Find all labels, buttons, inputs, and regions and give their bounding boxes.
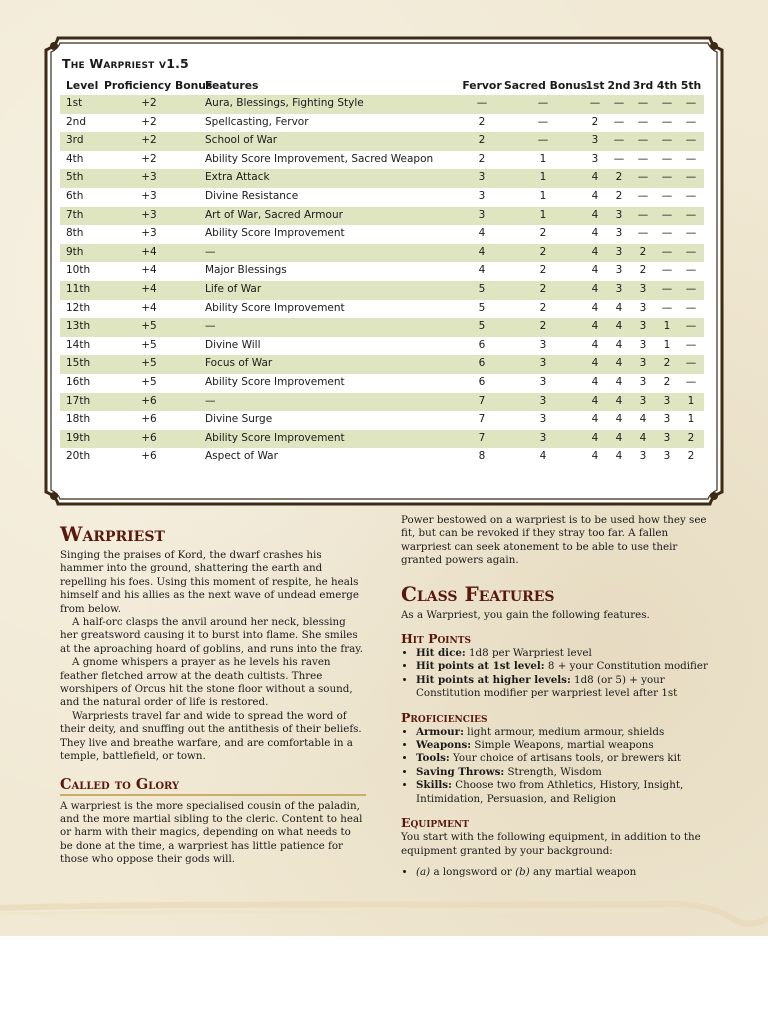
warpriest-table	[60, 77, 704, 467]
cell-level: 5th	[66, 171, 84, 184]
cell-proficiency: +5	[141, 375, 157, 388]
cell-features: —	[205, 394, 216, 407]
cell-slot-5th: —	[685, 227, 697, 240]
table-row	[60, 114, 704, 133]
table-row	[60, 281, 704, 300]
cell-slot-3rd: 4	[639, 413, 647, 426]
cell-level: 11th	[66, 282, 91, 295]
cell-slot-3rd: 3	[639, 450, 647, 463]
table-row	[60, 151, 704, 170]
cell-sacred-bonus: 3	[539, 431, 547, 444]
cell-fervor: 6	[478, 357, 486, 370]
cell-slot-4th: —	[661, 208, 673, 221]
cell-slot-1st: 4	[591, 282, 599, 295]
cell-fervor: 7	[478, 431, 486, 444]
cell-proficiency: +2	[141, 115, 157, 128]
cell-level: 20th	[66, 450, 91, 463]
cell-sacred-bonus: 3	[539, 375, 547, 388]
header-sacred-bonus: Sacred Bonus	[504, 79, 588, 92]
cell-slot-5th: 1	[687, 413, 695, 426]
cell-level: 10th	[66, 264, 91, 277]
cell-proficiency: +6	[141, 450, 157, 463]
cell-slot-3rd: 3	[639, 320, 647, 333]
cell-level: 13th	[66, 320, 91, 333]
cell-sacred-bonus: 2	[539, 264, 547, 277]
cell-slot-4th: 1	[663, 338, 671, 351]
cell-slot-1st: 4	[591, 413, 599, 426]
cell-slot-4th: —	[661, 97, 673, 109]
table-row	[60, 95, 704, 114]
cell-slot-3rd: —	[637, 115, 649, 128]
cell-sacred-bonus: 4	[539, 450, 547, 463]
cell-slot-5th: 2	[687, 431, 695, 444]
table-row	[60, 374, 704, 393]
cell-slot-4th: —	[661, 301, 673, 314]
cell-features: Ability Score Improvement	[205, 227, 345, 240]
header-fervor: Fervor	[462, 79, 502, 92]
table-row	[60, 448, 704, 467]
table-row	[60, 262, 704, 281]
heading-equipment: Equipment	[401, 815, 469, 831]
cell-slot-2nd: —	[613, 115, 625, 128]
intro-paragraph-2: A half-orc clasps the anvil around her neck, blessing her greatsword causing it to burst into flame. She smiles at the aproaching hoard of goblins, and runs into the fray.	[60, 616, 363, 655]
cell-features: Ability Score Improvement	[205, 301, 345, 314]
cell-level: 17th	[66, 394, 91, 407]
header-level: Level	[66, 79, 99, 92]
cell-fervor: 7	[478, 394, 486, 407]
cell-slot-3rd: —	[637, 97, 649, 109]
table-header-row	[60, 77, 704, 95]
cell-sacred-bonus: 2	[539, 320, 547, 333]
cell-slot-2nd: 2	[615, 189, 623, 202]
cell-slot-1st: 4	[591, 171, 599, 184]
cell-slot-3rd: 3	[639, 394, 647, 407]
cell-proficiency: +6	[141, 394, 157, 407]
cell-proficiency: +4	[141, 282, 157, 295]
list-item: • (a) a longsword or (b) any martial weapon	[416, 866, 711, 879]
table-row	[60, 207, 704, 226]
cell-slot-1st: 4	[591, 320, 599, 333]
cell-proficiency: +3	[141, 227, 157, 240]
cell-slot-5th: —	[685, 375, 697, 388]
cell-proficiency: +3	[141, 189, 157, 202]
cell-slot-2nd: 4	[615, 375, 623, 388]
glory-paragraph: A warpriest is the more specialised cousin of the paladin, and the more martial sibling to the cleric. Content to heal or harm with their magics, depending on what needs to be done at the time, a warpriest has little patience for those who oppose their gods will.	[60, 799, 363, 866]
cell-fervor: 4	[478, 227, 486, 240]
cell-slot-1st: 4	[591, 357, 599, 370]
cell-slot-4th: —	[661, 227, 673, 240]
cell-level: 9th	[66, 245, 84, 258]
cell-level: 15th	[66, 357, 91, 370]
cell-slot-4th: —	[661, 189, 673, 202]
cell-sacred-bonus: 1	[539, 152, 547, 165]
cell-slot-1st: 4	[591, 245, 599, 258]
table-row	[60, 318, 704, 337]
heading-class-features: Class Features	[401, 581, 555, 606]
cell-slot-2nd: 3	[615, 245, 623, 258]
cell-features: Major Blessings	[205, 264, 287, 277]
cell-features: Art of War, Sacred Armour	[205, 208, 343, 221]
cell-slot-1st: 3	[591, 134, 599, 147]
cell-slot-1st: 4	[591, 208, 599, 221]
cell-sacred-bonus: 2	[539, 301, 547, 314]
cell-proficiency: +6	[141, 431, 157, 444]
cell-sacred-bonus: 1	[539, 189, 547, 202]
cell-slot-2nd: 4	[615, 338, 623, 351]
intro-paragraph-3: A gnome whispers a prayer as he levels his raven feather fletched arrow at the death cultists. Three worshipers of Orcus hit the stone floor without a sound, and the natural order of life is restored.	[60, 656, 353, 709]
cell-sacred-bonus: 2	[539, 227, 547, 240]
cell-features: —	[205, 320, 216, 333]
list-item: • Tools: Your choice of artisans tools, or brewers kit	[416, 752, 711, 765]
cell-slot-4th: —	[661, 282, 673, 295]
cell-level: 14th	[66, 338, 91, 351]
cell-slot-4th: 2	[663, 375, 671, 388]
cell-slot-5th: —	[685, 208, 697, 221]
cell-features: Ability Score Improvement	[205, 431, 345, 444]
cell-sacred-bonus: 3	[539, 357, 547, 370]
cell-sacred-bonus: —	[537, 134, 549, 147]
cell-slot-2nd: 4	[615, 431, 623, 444]
cell-slot-3rd: 3	[639, 301, 647, 314]
cell-slot-4th: —	[661, 152, 673, 165]
cell-slot-4th: —	[661, 115, 673, 128]
cell-slot-3rd: 2	[639, 264, 647, 277]
cell-fervor: 8	[478, 450, 486, 463]
header-slot-1st: 1st	[585, 79, 605, 92]
cell-slot-2nd: 4	[615, 301, 623, 314]
cell-proficiency: +2	[141, 152, 157, 165]
cell-slot-2nd: 4	[615, 413, 623, 426]
cell-slot-3rd: —	[637, 208, 649, 221]
list-item: • Hit dice: 1d8 per Warpriest level	[416, 647, 711, 660]
heading-proficiencies: Proficiencies	[401, 709, 488, 725]
cell-fervor: 7	[478, 413, 486, 426]
cell-slot-5th: —	[685, 357, 697, 370]
cell-proficiency: +4	[141, 264, 157, 277]
list-item: • Skills: Choose two from Athletics, History, Insight, Intimidation, Persuasion, and Religion	[416, 779, 711, 806]
header-slot-2nd: 2nd	[607, 79, 631, 92]
cell-slot-1st: 4	[591, 301, 599, 314]
cell-sacred-bonus: 1	[539, 208, 547, 221]
intro-paragraph-4: Warpriests travel far and wide to spread the word of their deity, and snuffing out the antithesis of their beliefs. They live and breathe warfare, and are comfortable in a temple, battlefield, or town.	[60, 709, 362, 763]
cell-features: Divine Resistance	[205, 189, 299, 202]
cell-sacred-bonus: 2	[539, 282, 547, 295]
cell-fervor: 6	[478, 338, 486, 351]
heading-called-to-glory: Called to Glory	[60, 776, 366, 796]
cell-features: Divine Will	[205, 338, 261, 351]
cell-slot-5th: —	[685, 152, 697, 165]
cell-sacred-bonus: —	[537, 97, 549, 109]
header-slot-4th: 4th	[656, 79, 678, 92]
cell-slot-5th: —	[685, 134, 697, 147]
cell-slot-3rd: —	[637, 152, 649, 165]
cell-sacred-bonus: 3	[539, 413, 547, 426]
cell-fervor: 2	[478, 152, 486, 165]
cell-slot-4th: 3	[663, 431, 671, 444]
cell-slot-2nd: 4	[615, 450, 623, 463]
header-slot-5th: 5th	[680, 79, 702, 92]
cell-level: 12th	[66, 301, 91, 314]
cell-slot-2nd: 3	[615, 227, 623, 240]
cell-slot-5th: —	[685, 282, 697, 295]
cell-fervor: 5	[478, 282, 486, 295]
cell-slot-2nd: 3	[615, 208, 623, 221]
cell-slot-3rd: —	[637, 189, 649, 202]
cell-level: 18th	[66, 413, 91, 426]
cell-proficiency: +4	[141, 301, 157, 314]
cell-slot-1st: 4	[591, 375, 599, 388]
equipment-intro: You start with the following equipment, in addition to the equipment granted by your background:	[401, 831, 701, 857]
cell-slot-4th: 3	[663, 394, 671, 407]
cell-features: Ability Score Improvement, Sacred Weapon	[205, 152, 434, 165]
cell-slot-1st: 4	[591, 227, 599, 240]
cell-features: Aspect of War	[205, 450, 278, 463]
cell-slot-5th: 1	[687, 394, 695, 407]
cell-slot-4th: 2	[663, 357, 671, 370]
cell-fervor: 2	[478, 134, 486, 147]
cell-slot-4th: —	[661, 134, 673, 147]
intro-paragraph-1: Singing the praises of Kord, the dwarf crashes his hammer into the ground, shattering the earth and repelling his foes. Using this moment of respite, he heals himself and his allies as the next wave of undead emerge from below.	[60, 549, 359, 615]
cell-slot-3rd: 4	[639, 431, 647, 444]
cell-features: School of War	[205, 134, 278, 147]
header-proficiency: Proficiency Bonus	[104, 79, 213, 92]
cell-features: Extra Attack	[205, 171, 270, 184]
cell-fervor: 4	[478, 264, 486, 277]
cell-proficiency: +2	[141, 97, 157, 109]
cell-slot-3rd: 3	[639, 282, 647, 295]
cell-slot-2nd: 4	[615, 357, 623, 370]
cell-fervor: 4	[478, 245, 486, 258]
table-row	[60, 337, 704, 356]
section-title-warpriest: Warpriest	[60, 522, 165, 546]
heading-hit-points: Hit Points	[401, 631, 471, 647]
cell-proficiency: +3	[141, 171, 157, 184]
cell-features: Divine Surge	[205, 413, 273, 426]
cell-level: 2nd	[66, 115, 87, 128]
cell-fervor: 3	[478, 208, 486, 221]
cell-slot-4th: 1	[663, 320, 671, 333]
cell-features: Life of War	[205, 282, 262, 295]
cell-slot-1st: 4	[591, 264, 599, 277]
equipment-list	[401, 866, 711, 879]
cell-slot-2nd: 2	[615, 171, 623, 184]
cell-slot-1st: 4	[591, 338, 599, 351]
cell-slot-2nd: —	[613, 97, 625, 109]
cell-proficiency: +6	[141, 413, 157, 426]
table-row	[60, 188, 704, 207]
cell-fervor: 3	[478, 189, 486, 202]
cell-slot-1st: 4	[591, 431, 599, 444]
cell-fervor: 2	[478, 115, 486, 128]
header-features: Features	[205, 79, 259, 92]
cell-slot-1st: 2	[591, 115, 599, 128]
cell-slot-2nd: —	[613, 152, 625, 165]
table-row	[60, 411, 704, 430]
list-item: • Hit points at higher levels: 1d8 (or 5) + your Constitution modifier per warpriest level after 1st	[416, 674, 711, 701]
cell-level: 19th	[66, 431, 91, 444]
table-row	[60, 244, 704, 263]
cell-slot-5th: —	[685, 189, 697, 202]
cell-proficiency: +5	[141, 357, 157, 370]
cell-level: 6th	[66, 189, 84, 202]
cell-slot-5th: —	[685, 264, 697, 277]
cell-slot-5th: —	[685, 97, 697, 109]
header-slot-3rd: 3rd	[632, 79, 654, 92]
cell-slot-1st: 4	[591, 450, 599, 463]
cell-slot-2nd: 3	[615, 282, 623, 295]
cell-slot-3rd: —	[637, 227, 649, 240]
cell-slot-3rd: 2	[639, 245, 647, 258]
table-row	[60, 393, 704, 412]
cell-slot-2nd: —	[613, 134, 625, 147]
cell-slot-4th: —	[661, 245, 673, 258]
cell-fervor: 5	[478, 301, 486, 314]
cell-slot-3rd: —	[637, 134, 649, 147]
right-column	[401, 514, 711, 879]
list-item: • Hit points at 1st level: 8 + your Constitution modifier	[416, 660, 711, 673]
cell-sacred-bonus: 3	[539, 338, 547, 351]
cell-proficiency: +3	[141, 208, 157, 221]
cell-sacred-bonus: 2	[539, 245, 547, 258]
cell-features: —	[205, 245, 216, 258]
cell-slot-4th: 3	[663, 450, 671, 463]
left-column	[60, 522, 366, 867]
table-row	[60, 132, 704, 151]
cell-slot-3rd: —	[637, 171, 649, 184]
cell-slot-2nd: 4	[615, 320, 623, 333]
cell-fervor: 3	[478, 171, 486, 184]
cell-slot-1st: —	[589, 97, 601, 109]
cell-fervor: —	[476, 97, 488, 109]
continuation-paragraph: Power bestowed on a warpriest is to be used how they see fit, but can be revoked if they stray too far. A fallen warpriest can seek atonement to be able to use their granted powers again.	[401, 514, 707, 567]
list-item: • Weapons: Simple Weapons, martial weapons	[416, 739, 711, 752]
cell-features: Ability Score Improvement	[205, 375, 345, 388]
table-body	[60, 95, 704, 467]
cell-slot-5th: —	[685, 171, 697, 184]
cell-slot-2nd: 4	[615, 394, 623, 407]
hit-points-list	[401, 647, 711, 701]
cell-fervor: 6	[478, 375, 486, 388]
cell-level: 1st	[66, 97, 83, 109]
table-title: The Warpriest v1.5	[62, 56, 189, 71]
list-item: • Saving Throws: Strength, Wisdom	[416, 766, 711, 779]
proficiencies-list	[401, 726, 711, 806]
cell-level: 8th	[66, 227, 84, 240]
footer-decoration	[0, 880, 768, 936]
cell-slot-4th: —	[661, 171, 673, 184]
cell-sacred-bonus: 1	[539, 171, 547, 184]
cell-level: 16th	[66, 375, 91, 388]
cell-proficiency: +2	[141, 134, 157, 147]
cell-slot-5th: —	[685, 320, 697, 333]
table-row	[60, 225, 704, 244]
cell-proficiency: +4	[141, 245, 157, 258]
table-row	[60, 355, 704, 374]
cell-sacred-bonus: —	[537, 115, 549, 128]
cell-slot-5th: —	[685, 301, 697, 314]
cell-slot-3rd: 3	[639, 357, 647, 370]
cell-level: 4th	[66, 152, 84, 165]
class-features-intro: As a Warpriest, you gain the following features.	[401, 608, 650, 621]
cell-sacred-bonus: 3	[539, 394, 547, 407]
cell-slot-4th: 3	[663, 413, 671, 426]
table-row	[60, 169, 704, 188]
cell-slot-3rd: 3	[639, 375, 647, 388]
cell-features: Spellcasting, Fervor	[205, 115, 309, 128]
cell-level: 3rd	[66, 134, 84, 147]
cell-level: 7th	[66, 208, 84, 221]
cell-slot-5th: 2	[687, 450, 695, 463]
cell-slot-5th: —	[685, 115, 697, 128]
cell-proficiency: +5	[141, 320, 157, 333]
cell-features: Aura, Blessings, Fighting Style	[205, 97, 364, 109]
cell-features: Focus of War	[205, 357, 273, 370]
cell-slot-1st: 3	[591, 152, 599, 165]
cell-slot-1st: 4	[591, 394, 599, 407]
cell-slot-3rd: 3	[639, 338, 647, 351]
cell-slot-1st: 4	[591, 189, 599, 202]
cell-slot-2nd: 3	[615, 264, 623, 277]
list-item: • Armour: light armour, medium armour, shields	[416, 726, 711, 739]
cell-slot-5th: —	[685, 245, 697, 258]
cell-slot-5th: —	[685, 338, 697, 351]
table-row	[60, 430, 704, 449]
table-row	[60, 300, 704, 319]
cell-proficiency: +5	[141, 338, 157, 351]
cell-slot-4th: —	[661, 264, 673, 277]
cell-fervor: 5	[478, 320, 486, 333]
